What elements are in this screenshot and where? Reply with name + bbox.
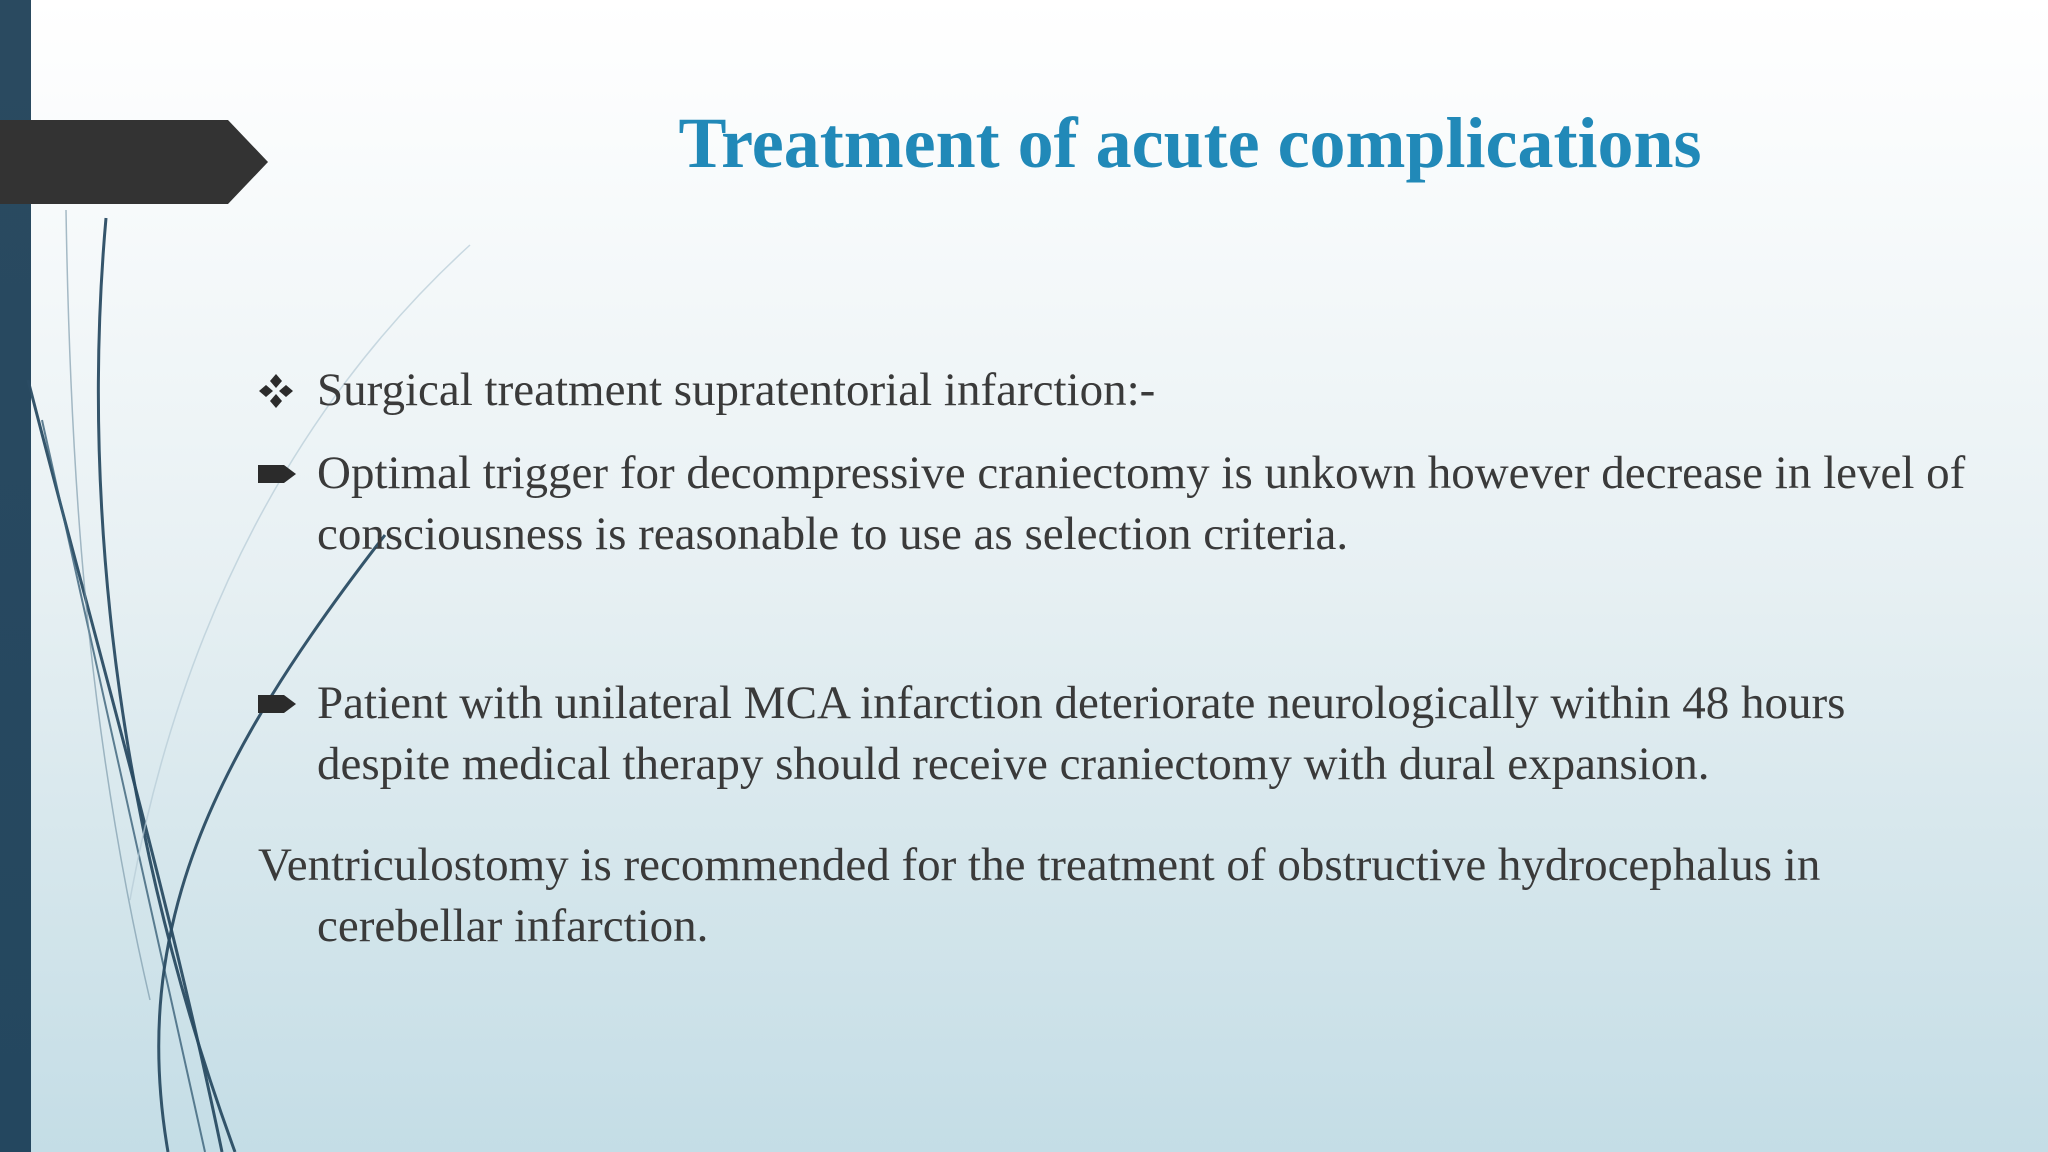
list-item-text: Surgical treatment supratentorial infarction:-	[317, 364, 1156, 416]
list-item	[258, 673, 1978, 795]
right-arrow-bullet-icon	[258, 443, 304, 504]
list-item-text: Optimal trigger for decompressive craniectomy is unkown however decrease in level of consciousness is reasonable to use as selection criteria.	[317, 447, 1966, 560]
list-item-text: Patient with unilateral MCA infarction deteriorate neurologically within 48 hours despite medical therapy should receive craniectomy with dural expansion.	[317, 677, 1846, 790]
list-item	[258, 443, 1978, 565]
title-tab-shape	[0, 120, 268, 204]
slide-body	[258, 360, 1978, 957]
slide-title: Treatment of acute complications	[678, 103, 1702, 183]
right-arrow-bullet-icon	[258, 673, 304, 734]
list-item-text: Ventriculostomy is recommended for the treatment of obstructive hydrocephalus in cerebellar infarction.	[258, 839, 1821, 952]
list-item	[258, 835, 1978, 957]
list-item	[258, 360, 1978, 421]
four-diamonds-icon	[258, 360, 304, 421]
